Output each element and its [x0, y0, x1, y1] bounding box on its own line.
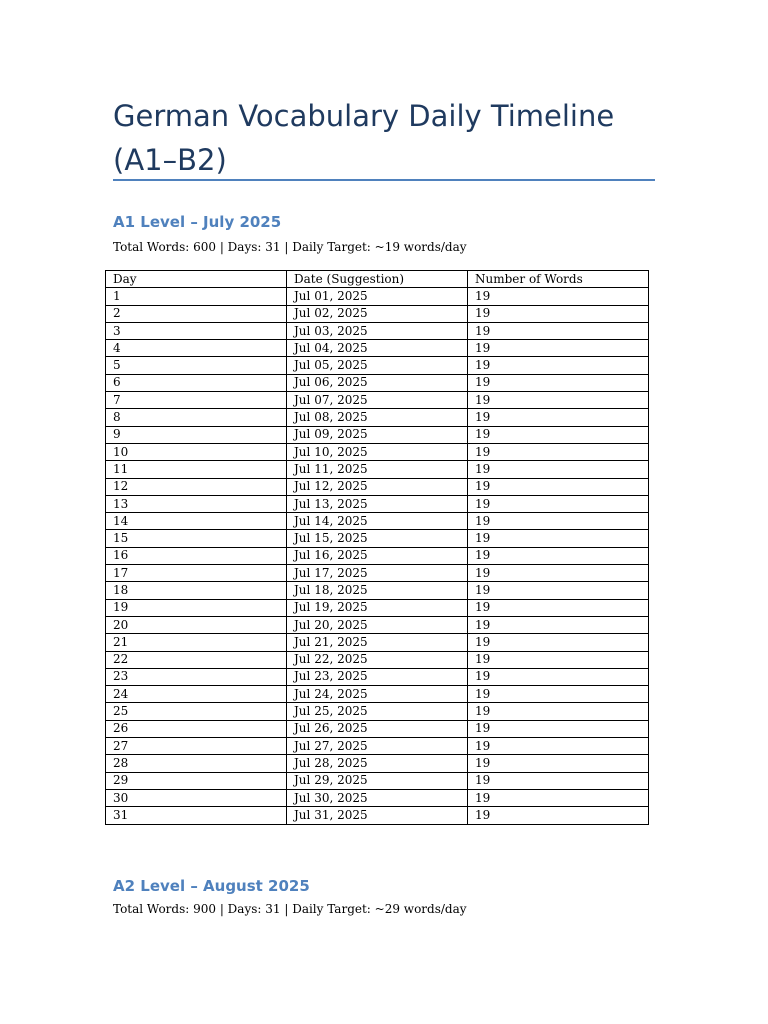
- words-cell: 19: [468, 634, 649, 651]
- date-cell: Jul 31, 2025: [287, 807, 468, 824]
- page-title: German Vocabulary Daily Timeline (A1–B2): [113, 99, 615, 177]
- day-cell: 31: [106, 807, 287, 824]
- words-cell: 19: [468, 807, 649, 824]
- day-cell: 7: [106, 392, 287, 409]
- date-cell: Jul 04, 2025: [287, 340, 468, 357]
- section-heading-a2: A2 Level – August 2025: [113, 877, 310, 895]
- table-row: [106, 305, 649, 322]
- day-cell: 17: [106, 565, 287, 582]
- table-row: [106, 634, 649, 651]
- day-cell: 1: [106, 288, 287, 305]
- words-cell: 19: [468, 755, 649, 772]
- date-cell: Jul 05, 2025: [287, 357, 468, 374]
- words-cell: 19: [468, 409, 649, 426]
- words-cell: 19: [468, 668, 649, 685]
- table-row: [106, 340, 649, 357]
- date-cell: Jul 30, 2025: [287, 789, 468, 806]
- table-row: [106, 565, 649, 582]
- title-divider: [113, 179, 655, 181]
- day-cell: 13: [106, 495, 287, 512]
- date-cell: Jul 29, 2025: [287, 772, 468, 789]
- date-cell: Jul 08, 2025: [287, 409, 468, 426]
- column-header-date: Date (Suggestion): [287, 271, 468, 288]
- table-row: [106, 513, 649, 530]
- date-cell: Jul 20, 2025: [287, 616, 468, 633]
- date-cell: Jul 06, 2025: [287, 374, 468, 391]
- day-cell: 9: [106, 426, 287, 443]
- words-cell: 19: [468, 772, 649, 789]
- date-cell: Jul 17, 2025: [287, 565, 468, 582]
- date-cell: Jul 03, 2025: [287, 322, 468, 339]
- date-cell: Jul 25, 2025: [287, 703, 468, 720]
- day-cell: 4: [106, 340, 287, 357]
- words-cell: 19: [468, 513, 649, 530]
- table-row: [106, 651, 649, 668]
- date-cell: Jul 18, 2025: [287, 582, 468, 599]
- table-row: [106, 668, 649, 685]
- table-row: [106, 443, 649, 460]
- table-row: [106, 530, 649, 547]
- date-cell: Jul 02, 2025: [287, 305, 468, 322]
- table-row: [106, 807, 649, 824]
- table-row: [106, 720, 649, 737]
- words-cell: 19: [468, 426, 649, 443]
- words-cell: 19: [468, 720, 649, 737]
- date-cell: Jul 07, 2025: [287, 392, 468, 409]
- table-row: [106, 478, 649, 495]
- date-cell: Jul 15, 2025: [287, 530, 468, 547]
- section-summary-a1: Total Words: 600 | Days: 31 | Daily Target: ~19 words/day: [113, 240, 467, 254]
- day-cell: 21: [106, 634, 287, 651]
- day-cell: 6: [106, 374, 287, 391]
- day-cell: 12: [106, 478, 287, 495]
- table-header-row: [106, 271, 649, 288]
- table-row: [106, 374, 649, 391]
- day-cell: 14: [106, 513, 287, 530]
- section-summary-a2: Total Words: 900 | Days: 31 | Daily Target: ~29 words/day: [113, 902, 467, 916]
- day-cell: 24: [106, 686, 287, 703]
- words-cell: 19: [468, 547, 649, 564]
- date-cell: Jul 14, 2025: [287, 513, 468, 530]
- table-row: [106, 582, 649, 599]
- words-cell: 19: [468, 789, 649, 806]
- words-cell: 19: [468, 392, 649, 409]
- table-row: [106, 703, 649, 720]
- date-cell: Jul 10, 2025: [287, 443, 468, 460]
- table-row: [106, 288, 649, 305]
- words-cell: 19: [468, 443, 649, 460]
- words-cell: 19: [468, 530, 649, 547]
- table-row: [106, 755, 649, 772]
- day-cell: 8: [106, 409, 287, 426]
- words-cell: 19: [468, 478, 649, 495]
- words-cell: 19: [468, 703, 649, 720]
- date-cell: Jul 23, 2025: [287, 668, 468, 685]
- words-cell: 19: [468, 340, 649, 357]
- table-row: [106, 616, 649, 633]
- words-cell: 19: [468, 565, 649, 582]
- day-cell: 15: [106, 530, 287, 547]
- table-row: [106, 599, 649, 616]
- table-row: [106, 495, 649, 512]
- day-cell: 27: [106, 738, 287, 755]
- words-cell: 19: [468, 616, 649, 633]
- date-cell: Jul 24, 2025: [287, 686, 468, 703]
- day-cell: 28: [106, 755, 287, 772]
- words-cell: 19: [468, 738, 649, 755]
- words-cell: 19: [468, 461, 649, 478]
- day-cell: 2: [106, 305, 287, 322]
- date-cell: Jul 01, 2025: [287, 288, 468, 305]
- table-row: [106, 686, 649, 703]
- day-cell: 3: [106, 322, 287, 339]
- words-cell: 19: [468, 599, 649, 616]
- table-body: [106, 288, 649, 824]
- day-cell: 5: [106, 357, 287, 374]
- date-cell: Jul 28, 2025: [287, 755, 468, 772]
- words-cell: 19: [468, 357, 649, 374]
- date-cell: Jul 13, 2025: [287, 495, 468, 512]
- day-cell: 18: [106, 582, 287, 599]
- section-heading-a1: A1 Level – July 2025: [113, 213, 282, 231]
- table-row: [106, 426, 649, 443]
- table-row: [106, 322, 649, 339]
- date-cell: Jul 19, 2025: [287, 599, 468, 616]
- table-row: [106, 547, 649, 564]
- table-row: [106, 738, 649, 755]
- words-cell: 19: [468, 495, 649, 512]
- column-header-words: Number of Words: [468, 271, 649, 288]
- day-cell: 29: [106, 772, 287, 789]
- words-cell: 19: [468, 322, 649, 339]
- table-row: [106, 772, 649, 789]
- words-cell: 19: [468, 686, 649, 703]
- date-cell: Jul 12, 2025: [287, 478, 468, 495]
- words-cell: 19: [468, 305, 649, 322]
- words-cell: 19: [468, 582, 649, 599]
- table-row: [106, 789, 649, 806]
- words-cell: 19: [468, 651, 649, 668]
- day-cell: 20: [106, 616, 287, 633]
- date-cell: Jul 09, 2025: [287, 426, 468, 443]
- table-row: [106, 461, 649, 478]
- day-cell: 19: [106, 599, 287, 616]
- words-cell: 19: [468, 288, 649, 305]
- day-cell: 16: [106, 547, 287, 564]
- day-cell: 26: [106, 720, 287, 737]
- date-cell: Jul 27, 2025: [287, 738, 468, 755]
- day-cell: 23: [106, 668, 287, 685]
- day-cell: 30: [106, 789, 287, 806]
- words-cell: 19: [468, 374, 649, 391]
- date-cell: Jul 16, 2025: [287, 547, 468, 564]
- date-cell: Jul 11, 2025: [287, 461, 468, 478]
- day-cell: 22: [106, 651, 287, 668]
- table-row: [106, 357, 649, 374]
- day-cell: 10: [106, 443, 287, 460]
- date-cell: Jul 22, 2025: [287, 651, 468, 668]
- day-cell: 25: [106, 703, 287, 720]
- date-cell: Jul 26, 2025: [287, 720, 468, 737]
- table-row: [106, 392, 649, 409]
- column-header-day: Day: [106, 271, 287, 288]
- day-cell: 11: [106, 461, 287, 478]
- date-cell: Jul 21, 2025: [287, 634, 468, 651]
- table-row: [106, 409, 649, 426]
- a1-timeline-table: [105, 270, 649, 825]
